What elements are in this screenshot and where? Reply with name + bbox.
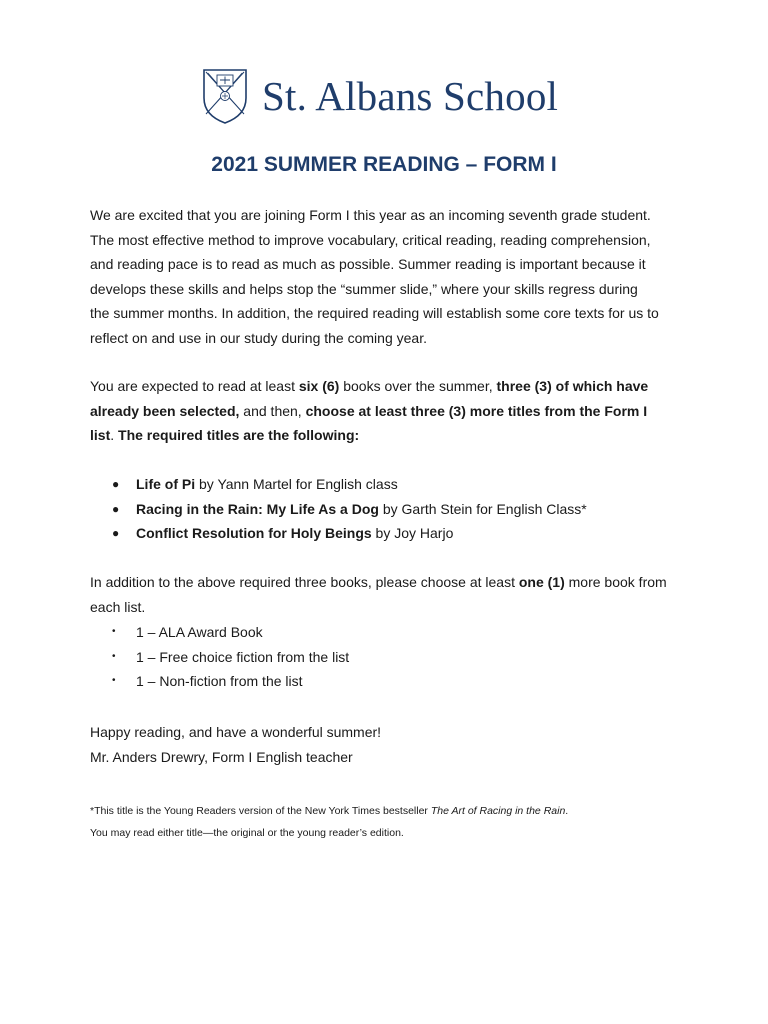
book-title: Conflict Resolution for Holy Beings [136, 525, 372, 541]
text-run: more book from [564, 574, 667, 590]
choice-list [112, 620, 712, 694]
additional-paragraph [90, 570, 690, 619]
bold-run: three (3) of which have [496, 378, 649, 394]
italic-run: The Art of Racing in the Rain [430, 805, 566, 817]
bullet-icon: ● [112, 477, 120, 491]
list-item [112, 472, 712, 497]
additional-line [90, 570, 690, 595]
bullet-icon: ● [112, 501, 120, 516]
list-item [112, 521, 712, 546]
intro-line: The most effective method to improve vocabulary, critical reading, reading comprehension, [90, 231, 651, 248]
signature-line: Mr. Anders Drewry, Form I English teacher [90, 748, 353, 765]
text-run: books over the summer, [339, 378, 497, 394]
text-run: *This title is the Young Readers version of the New York Times bestseller [90, 805, 431, 817]
text-run: In addition to the above required three books, please choose at least [90, 574, 519, 590]
bold-run: list [90, 427, 111, 443]
bullet-icon: • [112, 650, 116, 662]
book-detail: by Garth Stein for English Class* [378, 500, 587, 517]
text-run: You are expected to read at least [90, 378, 299, 394]
required-titles-list [112, 472, 712, 546]
school-name: St. Albans School [262, 73, 559, 119]
expectations-line [90, 399, 690, 424]
school-crest-shield-icon [202, 68, 248, 124]
page-title: 2021 SUMMER READING – FORM I [211, 153, 557, 176]
intro-line: reflect on and use in our study during the coming year. [90, 329, 427, 346]
book-detail: by Yann Martel for English class [195, 476, 398, 492]
footnote-line [90, 800, 710, 822]
book-title: Racing in the Rain: My Life As a Dog [136, 500, 379, 517]
closing-paragraph [90, 720, 690, 769]
expectations-line [90, 423, 690, 448]
footnote [90, 800, 710, 844]
intro-line: and reading pace is to read as much as possible. Summer reading is important because it [90, 256, 646, 272]
book-detail: by Joy Harjo [371, 525, 454, 541]
list-item-text: 1 – ALA Award Book [136, 624, 263, 640]
bullet-icon: ● [112, 526, 120, 540]
text-run: . [110, 427, 119, 443]
additional-line: each list. [90, 598, 146, 615]
closing-line: Happy reading, and have a wonderful summer! [90, 724, 382, 740]
list-item-text: 1 – Free choice fiction from the list [136, 648, 350, 665]
list-item [112, 620, 712, 645]
bullet-icon: • [112, 675, 116, 686]
intro-line: We are excited that you are joining Form I this year as an incoming seventh grade student. [90, 207, 651, 223]
book-title: Life of Pi [136, 476, 196, 492]
intro-line: the summer months. In addition, the required reading will establish some core texts for us to [90, 305, 659, 321]
expectations-line [90, 374, 690, 399]
list-item [112, 645, 712, 670]
list-item [112, 669, 712, 694]
list-item [112, 497, 712, 522]
text-run: . [565, 805, 569, 817]
expectations-paragraph [90, 374, 690, 448]
bold-run: The required titles are the following: [118, 427, 360, 443]
intro-paragraph [90, 203, 690, 350]
bold-run: already been selected, [90, 402, 240, 419]
footnote-line: You may read either title—the original or the young reader’s edition. [90, 827, 404, 839]
intro-line: develops these skills and helps stop the “summer slide,” where your skills regress during [90, 280, 638, 297]
bullet-icon: • [112, 626, 116, 637]
bold-run: choose at least three (3) more titles from the Form I [305, 402, 648, 419]
letterhead [202, 68, 558, 124]
list-item-text: 1 – Non-fiction from the list [136, 673, 303, 689]
bold-run: one (1) [518, 574, 565, 590]
bold-run: six (6) [298, 378, 340, 394]
text-run: and then, [239, 402, 306, 419]
